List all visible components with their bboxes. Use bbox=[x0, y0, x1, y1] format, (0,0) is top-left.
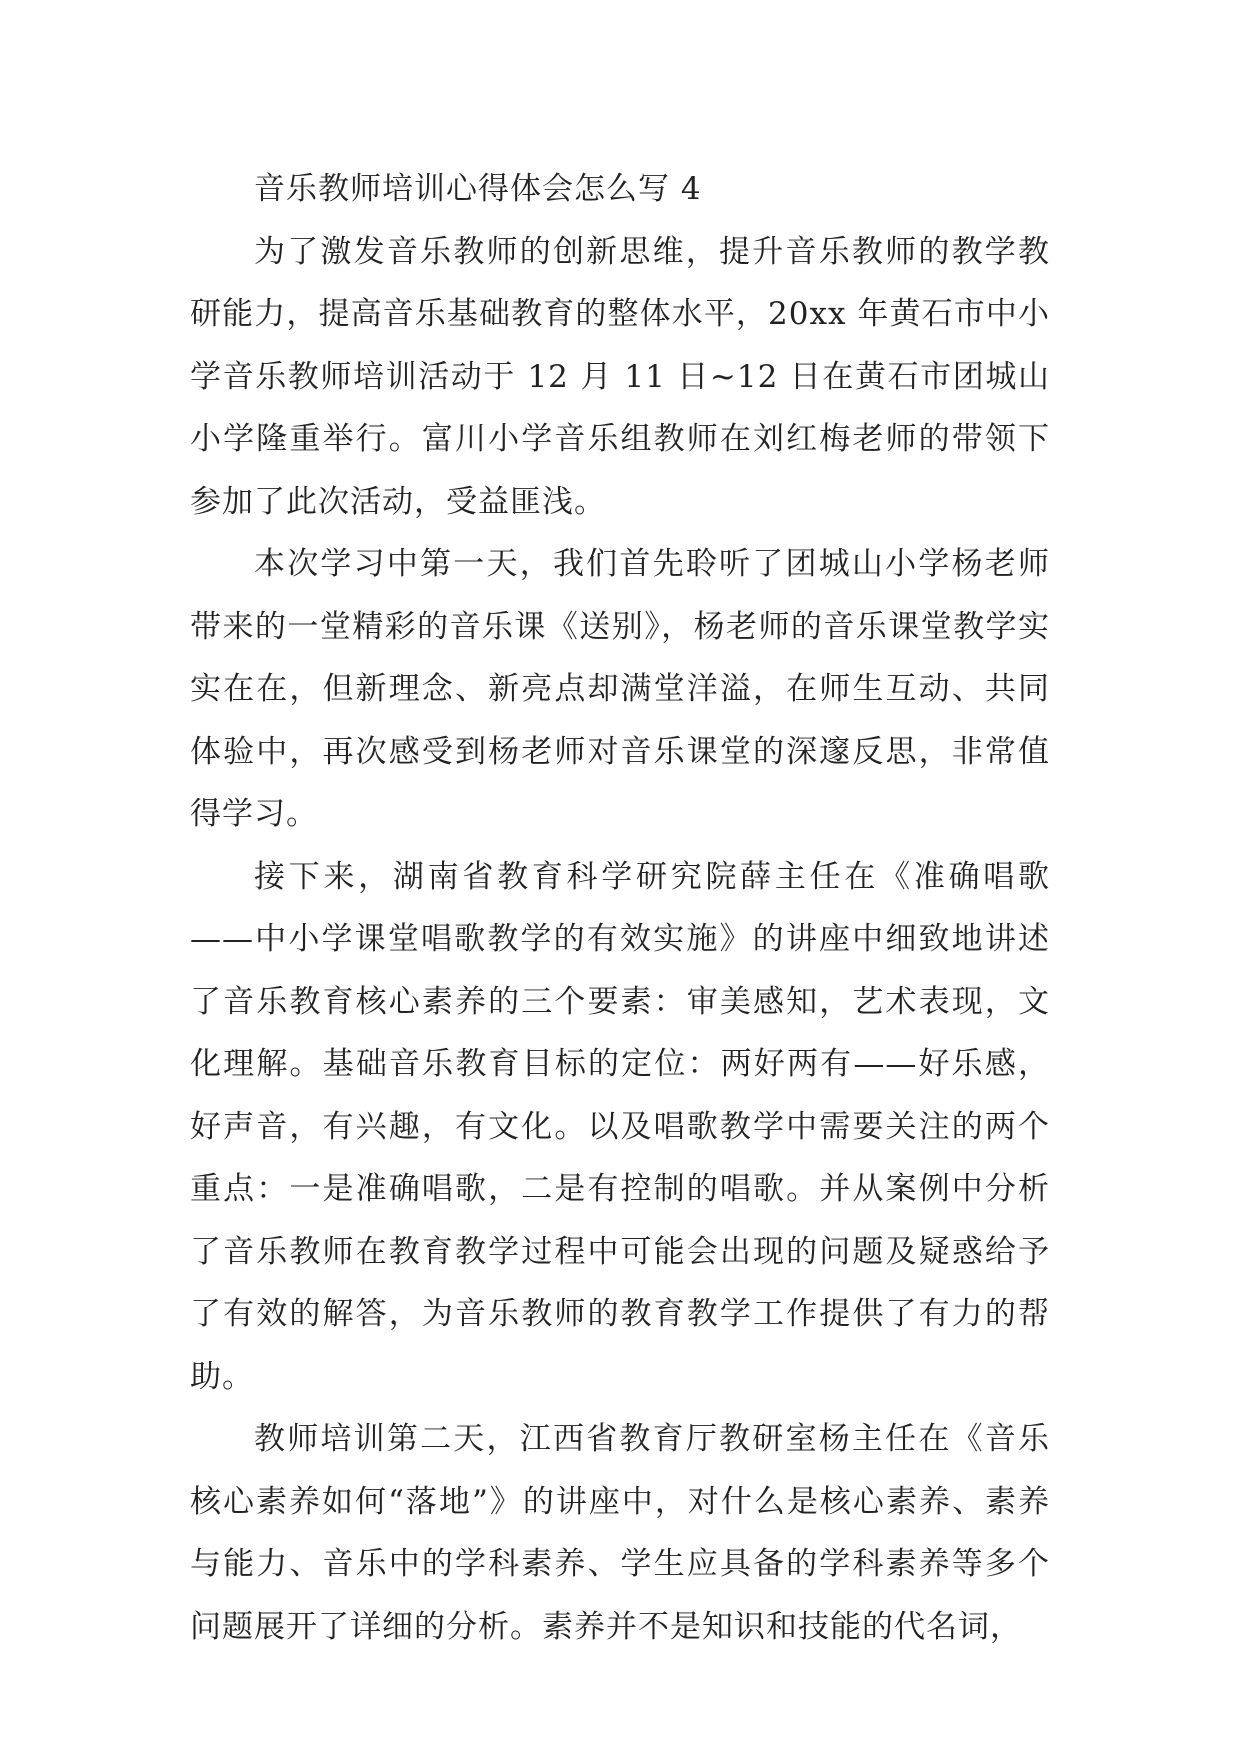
paragraph-4: 教师培训第二天，江西省教育厅教研室杨主任在《音乐核心素养如何“落地”》的讲座中，对什么是核心素养、素养与能力、音乐中的学科素养、学生应具备的学科素养等多个问题展开了详细的分析。素养并不是知识和技能的代名词， bbox=[190, 1421, 1050, 1645]
paragraph-2: 本次学习中第一天，我们首先聆听了团城山小学杨老师带来的一堂精彩的音乐课《送别》，杨老师的音乐课堂教学实实在在，但新理念、新亮点却满堂洋溢，在师生互动、共同体验中，再次感受到杨老师对音乐课堂的深邃反思，非常值得学习。 bbox=[190, 546, 1050, 832]
paragraph-1: 为了激发音乐教师的创新思维，提升音乐教师的教学教研能力，提高音乐基础教育的整体水平，20xx 年黄石市中小学音乐教师培训活动于 12 月 11 日~12 日在黄石市团城山小学隆重举行。富川小学音乐组教师在刘红梅老师的带领下参加了此次活动，受益匪浅。 bbox=[190, 233, 1050, 520]
document-title: 音乐教师培训心得体会怎么写 4 bbox=[254, 171, 702, 207]
paragraph-3: 接下来，湖南省教育科学研究院薛主任在《准确唱歌——中小学课堂唱歌教学的有效实施》的讲座中细致地讲述了音乐教育核心素养的三个要素：审美感知，艺术表现，文化理解。基础音乐教育目标的定位：两好两有——好乐感，好声音，有兴趣，有文化。以及唱歌教学中需要关注的两个重点：一是准确唱歌，二是有控制的唱歌。并从案例中分析了音乐教师在教育教学过程中可能会出现的问题及疑惑给予了有效的解答，为音乐教师的教育教学工作提供了有力的帮助。 bbox=[190, 858, 1050, 1395]
document-body bbox=[190, 158, 1050, 1658]
